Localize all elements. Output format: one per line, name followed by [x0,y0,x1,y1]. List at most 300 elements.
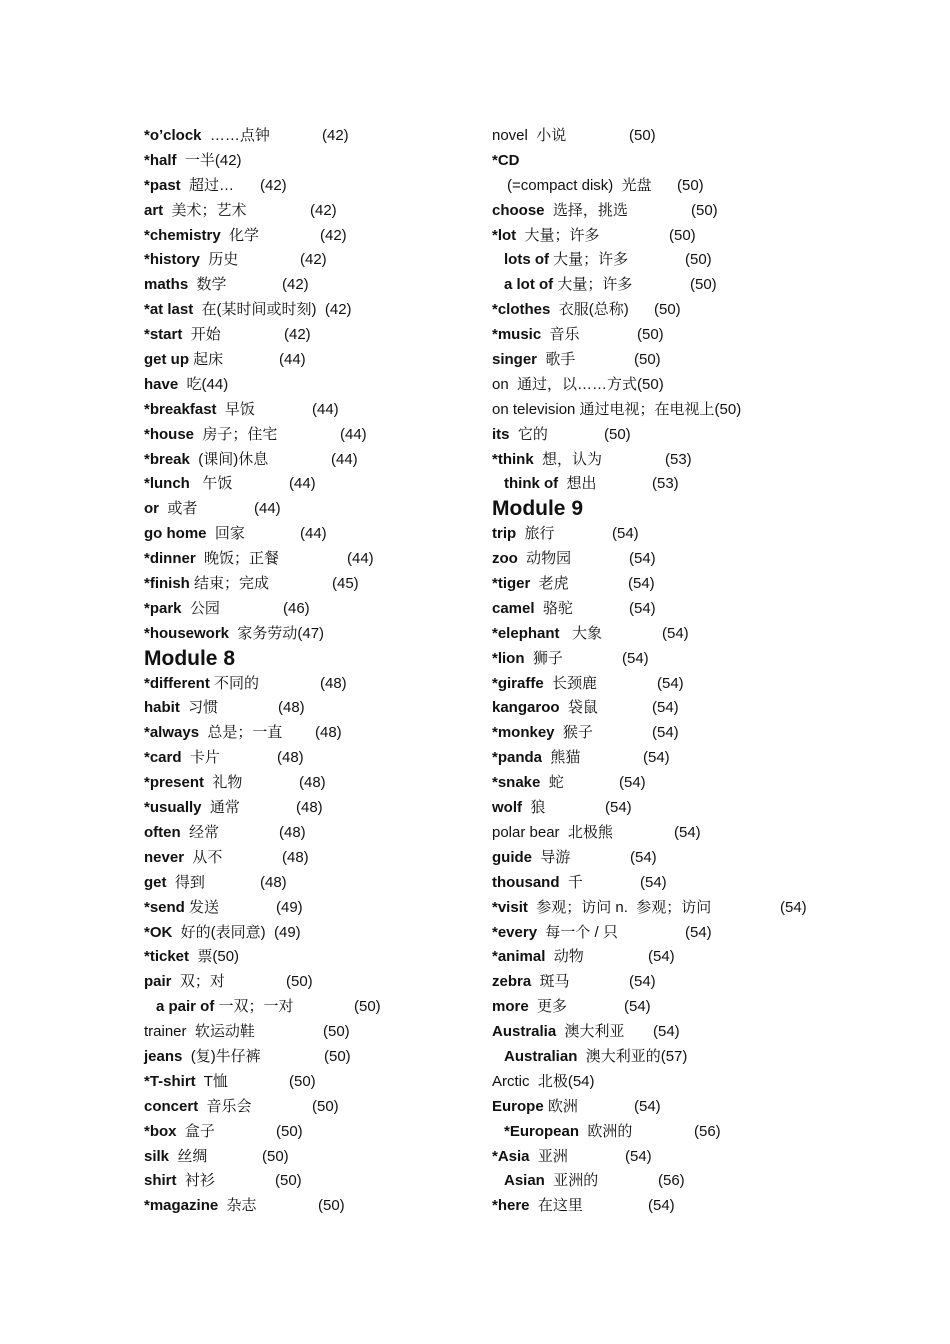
vocab-meaning: 想，认为 [533,450,603,468]
vocab-meaning: T恤 [195,1072,228,1090]
vocab-meaning: 狼 [522,799,546,817]
vocab-meaning: 音乐会 [198,1097,252,1115]
vocab-page-ref: (44) [289,475,316,493]
vocab-word: Arctic [492,1072,530,1090]
vocab-meaning: 想出 [558,475,597,493]
vocab-entry [144,472,474,497]
vocab-meaning: 亚洲 [529,1147,568,1165]
vocab-word: *usually [144,799,202,817]
vocab-word: *lion [492,649,525,667]
vocab-page-ref: (50) [637,326,664,344]
vocab-page-ref: (54) [653,1023,680,1041]
vocab-entry [492,248,822,273]
module-heading [144,647,474,672]
vocab-word: *here [492,1197,530,1215]
vocab-entry [492,547,822,572]
vocab-word: polar bear [492,823,560,841]
vocab-page-ref: (50) [276,1122,303,1140]
vocabulary-column-left [144,124,474,1219]
vocab-word: kangaroo [492,699,560,717]
vocab-page-ref: (50) [654,301,681,319]
vocab-entry [144,199,474,224]
vocab-word: think of [504,475,559,493]
vocab-entry [492,522,822,547]
vocab-word: *panda [492,749,543,767]
vocab-entry [492,373,822,398]
vocab-page-ref: (42) [310,201,337,219]
vocab-meaning: 袋鼠 [559,699,598,717]
vocab-entry [144,746,474,771]
vocab-page-ref: (48) [299,774,326,792]
vocab-page-ref: (54) [780,898,807,916]
vocab-page-ref: (46) [283,599,310,617]
vocab-meaning: 一双；一对 [214,998,294,1016]
vocab-word: *visit [492,898,528,916]
vocab-meaning: 熊猫 [542,749,581,767]
vocab-word: get [144,873,167,891]
vocab-meaning: 老虎 [530,575,569,593]
vocab-word: on [492,375,509,393]
vocab-meaning: 总是；一直 [199,724,283,742]
vocab-entry [144,970,474,995]
vocab-entry [492,672,822,697]
vocab-page-ref: (42) [300,251,327,269]
vocab-entry [144,995,474,1020]
vocab-entry [492,1120,822,1145]
vocab-entry [144,1169,474,1194]
vocab-word: *tiger [492,575,531,593]
vocab-word: pair [144,973,172,991]
vocab-meaning: 通过，以……方式(50) [508,375,664,393]
vocab-page-ref: (56) [658,1172,685,1190]
vocab-word: go home [144,525,207,543]
vocab-entry [492,298,822,323]
vocab-word: *lunch [144,475,190,493]
vocab-meaning: 动物 [545,948,584,966]
vocab-word: a pair of [156,998,215,1016]
vocab-entry [144,1194,474,1219]
vocab-meaning: 每一个 / 只 [537,923,618,941]
vocab-meaning: 音乐 [541,326,580,344]
vocab-entry [492,995,822,1020]
vocab-meaning: 导游 [532,848,571,866]
vocab-page-ref: (50) [685,251,712,269]
vocab-word: *always [144,724,200,742]
vocab-entry [492,323,822,348]
vocab-entry [144,572,474,597]
vocab-meaning: 卡片 [181,749,220,767]
vocab-word: *snake [492,774,541,792]
vocab-entry [492,199,822,224]
vocab-meaning: 长颈鹿 [543,674,598,692]
vocab-entry [492,1020,822,1045]
vocab-entry [144,771,474,796]
vocab-meaning: 它的 [509,425,548,443]
vocab-meaning: 北极(54) [529,1072,595,1090]
vocab-page-ref: (45) [332,575,359,593]
vocab-meaning: 参观；访问 n. 参观；访问 [527,898,712,916]
vocab-entry [144,1045,474,1070]
vocab-entry [144,522,474,547]
vocab-meaning: 数学 [188,276,227,294]
vocab-word: *send [144,898,185,916]
vocab-entry [144,248,474,273]
vocab-word: *elephant [492,624,560,642]
vocab-meaning: 发送 [184,898,220,916]
vocab-word: *at last [144,301,194,319]
vocab-entry [144,273,474,298]
vocab-entry [492,896,822,921]
vocab-word: thousand [492,873,560,891]
vocab-meaning: 澳大利亚的(57) [577,1047,688,1065]
vocab-word: *finish [144,575,190,593]
vocab-word: a lot of [504,276,554,294]
module-heading [492,497,822,522]
vocab-page-ref: (54) [640,873,667,891]
vocab-page-ref: (48) [279,823,306,841]
vocab-word: *start [144,326,183,344]
vocab-word: jeans [144,1047,183,1065]
vocab-entry [144,672,474,697]
vocab-page-ref: (54) [622,649,649,667]
vocab-meaning: 软运动鞋 [186,1023,255,1041]
vocab-page-ref: (48) [260,873,287,891]
vocab-entry [492,572,822,597]
vocab-entry [144,945,474,970]
vocab-word: *box [144,1122,177,1140]
vocab-page-ref: (48) [320,674,347,692]
vocab-entry [492,149,822,174]
vocab-word: *dinner [144,550,196,568]
vocab-entry [492,597,822,622]
vocab-page-ref: (54) [612,525,639,543]
vocab-meaning: 票(50) [189,948,240,966]
vocab-entry [144,174,474,199]
vocab-entry [144,622,474,647]
vocab-page-ref: (50) [318,1197,345,1215]
vocab-page-ref: (54) [629,599,656,617]
vocab-entry [492,398,822,423]
vocab-word: Australian [504,1047,578,1065]
vocab-meaning: 或者 [159,500,198,518]
vocab-meaning: 通过电视；在电视上(50) [575,400,742,418]
vocab-entry [144,597,474,622]
vocab-word: *giraffe [492,674,544,692]
vocab-word: trainer [144,1023,187,1041]
vocab-entry [492,871,822,896]
vocab-entry [144,497,474,522]
vocab-meaning: 更多 [528,998,568,1016]
vocab-page-ref: (54) [629,550,656,568]
vocab-meaning: 经常 [180,823,220,841]
module-title: Module 8 [144,646,236,670]
vocab-meaning: 结束；完成 [189,575,270,593]
module-title: Module 9 [492,497,584,521]
vocab-meaning: 双；对 [171,973,225,991]
vocab-entry [492,124,822,149]
vocab-page-ref: (54) [652,724,679,742]
vocab-page-ref: (48) [277,749,304,767]
vocab-meaning: 杂志 [218,1197,257,1215]
vocab-meaning: 回家 [206,525,245,543]
vocab-meaning: 吃(44) [178,375,229,393]
vocab-entry [144,547,474,572]
vocab-entry [492,224,822,249]
vocab-meaning: 骆驼 [534,599,573,617]
vocab-meaning: 在这里 [529,1197,583,1215]
vocab-word: have [144,375,179,393]
vocab-entry [144,149,474,174]
vocab-page-ref: (48) [282,848,309,866]
vocab-word: *European [504,1122,580,1140]
vocab-page-ref: (50) [629,127,656,144]
vocab-entry [492,921,822,946]
vocab-page-ref: (44) [347,550,374,568]
vocab-word: more [492,998,529,1016]
vocab-word: *lot [492,226,517,244]
vocab-word: guide [492,848,532,866]
vocab-word: *present [144,774,205,792]
vocab-page-ref: (42) [260,176,287,194]
vocab-entry [144,846,474,871]
vocab-entry [144,1145,474,1170]
vocab-meaning: 从不 [184,848,223,866]
vocab-page-ref: (44) [279,351,306,369]
vocab-page-ref: (50) [354,998,381,1016]
vocab-word: *house [144,425,195,443]
vocab-page-ref: (50) [324,1047,351,1065]
vocab-entry [492,846,822,871]
vocab-word: lots of [504,251,549,269]
vocab-entry [144,721,474,746]
vocab-page-ref: (50) [690,276,717,294]
vocab-entry [492,1095,822,1120]
vocabulary-column-right [492,124,822,1219]
vocab-meaning: 歌手 [537,351,576,369]
vocab-page-ref: (50) [677,176,704,194]
vocab-word: habit [144,699,180,717]
vocab-page-ref: (54) [630,848,657,866]
vocab-page-ref: (50) [604,425,631,443]
vocab-meaning: 动物园 [517,550,572,568]
vocab-entry [492,472,822,497]
vocab-meaning: 北极熊 [559,823,613,841]
vocab-meaning: 美术；艺术 [163,201,247,219]
vocab-word: or [144,500,159,518]
vocab-entry [144,298,474,323]
vocab-page-ref: (54) [625,1147,652,1165]
vocab-entry [492,945,822,970]
vocab-page-ref: (44) [331,450,358,468]
vocab-meaning: 斑马 [531,973,570,991]
vocab-word: never [144,848,185,866]
vocab-word: *magazine [144,1197,219,1215]
vocab-meaning: 大象 [559,624,603,642]
vocab-word: trip [492,525,517,543]
vocab-word: *half [144,151,177,169]
vocab-meaning: 旅行 [516,525,555,543]
vocab-page-ref: (53) [665,450,692,468]
vocab-entry [492,647,822,672]
vocab-page-ref: (42) [322,127,349,144]
vocab-entry [492,1145,822,1170]
vocab-page-ref: (50) [312,1097,339,1115]
vocab-word: *housework [144,624,230,642]
vocab-entry [144,348,474,373]
vocab-meaning: 盒子 [176,1122,215,1140]
vocab-meaning: 习惯 [179,699,219,717]
vocab-word: silk [144,1147,170,1165]
vocab-meaning: 大量；许多 [516,226,600,244]
vocab-meaning: 午饭 [189,475,233,493]
vocab-meaning: 狮子 [524,649,563,667]
vocab-word: concert [144,1097,199,1115]
vocab-entry [492,622,822,647]
vocab-word: *monkey [492,724,555,742]
vocab-entry [492,423,822,448]
vocab-word: choose [492,201,545,219]
vocab-word: *past [144,176,181,194]
vocab-entry [144,224,474,249]
vocab-meaning: 蛇 [540,774,564,792]
vocab-word: wolf [492,799,522,817]
vocab-page-ref: (48) [296,799,323,817]
vocab-page-ref: (54) [648,948,675,966]
vocab-entry [492,1070,822,1095]
vocab-page-ref: (56) [694,1122,721,1140]
vocab-word: (=compact disk) [507,176,614,194]
vocab-meaning: 礼物 [204,774,243,792]
vocab-word: zoo [492,550,518,568]
vocab-entry [144,423,474,448]
vocab-entry [144,921,474,946]
vocab-page-ref: (50) [289,1072,316,1090]
vocab-word: its [492,425,510,443]
vocab-meaning: 千 [559,873,583,891]
vocab-entry [144,1095,474,1120]
vocab-meaning: 大量；许多 [549,251,629,269]
vocab-meaning: 亚洲的 [544,1172,599,1190]
vocab-word: *animal [492,948,546,966]
vocab-word: *breakfast [144,400,217,418]
vocab-entry [144,696,474,721]
vocab-entry [492,746,822,771]
vocab-page-ref: (49) [276,898,303,916]
vocab-meaning: 历史 [199,251,239,269]
vocab-word: art [144,201,164,219]
vocab-page-ref: (50) [634,351,661,369]
vocab-word: get up [144,351,189,369]
vocab-meaning: ……点钟 [201,127,270,144]
vocab-entry [144,1120,474,1145]
vocab-entry [144,1020,474,1045]
vocab-meaning: 大量；许多 [553,276,633,294]
vocab-word: Asian [504,1172,545,1190]
vocab-meaning: 澳大利亚 [556,1023,625,1041]
vocab-word: Europe [492,1097,544,1115]
vocab-meaning: 房子；住宅 [194,425,278,443]
vocab-word: often [144,823,181,841]
vocab-entry [492,1194,822,1219]
vocab-page-ref: (54) [648,1197,675,1215]
vocab-page-ref: (54) [624,998,651,1016]
vocab-meaning: 晚饭；正餐 [195,550,280,568]
vocab-entry [492,174,822,199]
vocab-word: *park [144,599,182,617]
vocab-page-ref: (50) [691,201,718,219]
vocab-word: *o’clock [144,127,202,144]
vocab-meaning: 不同的 [209,674,260,692]
vocab-entry [144,323,474,348]
vocab-entry [492,448,822,473]
vocab-entry [144,896,474,921]
vocab-entry [492,821,822,846]
vocab-word: zebra [492,973,532,991]
vocab-word: *different [144,674,210,692]
vocab-entry [144,448,474,473]
vocab-page-ref: (44) [254,500,281,518]
vocab-page-ref: (54) [643,749,670,767]
vocab-entry [144,1070,474,1095]
vocab-meaning: 选择，挑选 [544,201,628,219]
vocab-word: shirt [144,1172,177,1190]
vocab-page-ref: (42) [284,326,311,344]
vocab-meaning: 小说 [527,127,567,144]
vocab-page-ref: (54) [605,799,632,817]
vocab-meaning: 猴子 [554,724,593,742]
vocab-page-ref: (44) [300,525,327,543]
vocab-word: camel [492,599,535,617]
vocab-word: *every [492,923,538,941]
vocab-meaning: 起床 [189,351,224,369]
vocab-meaning: 衬衫 [176,1172,215,1190]
vocab-page-ref: (50) [323,1023,350,1041]
vocab-page-ref: (50) [262,1147,289,1165]
vocab-meaning: 在(某时间或时刻) (42) [193,301,352,319]
vocab-page-ref: (44) [340,425,367,443]
vocab-entry [492,970,822,995]
vocab-word: *ticket [144,948,190,966]
vocab-meaning: 衣服(总称) [550,301,629,319]
vocab-page-ref: (50) [286,973,313,991]
vocab-entry [144,871,474,896]
vocab-meaning: 一半(42) [176,151,242,169]
vocab-meaning: 家务劳动(47) [229,624,325,642]
vocab-page-ref: (42) [320,226,347,244]
vocab-page-ref: (54) [619,774,646,792]
vocab-word: *card [144,749,182,767]
vocab-word: *chemistry [144,226,221,244]
vocab-page-ref: (50) [669,226,696,244]
vocab-entry [492,696,822,721]
vocab-page-ref: (53) [652,475,679,493]
vocab-meaning: (课间)休息 [189,450,269,468]
vocab-meaning: 超过… [180,176,235,194]
vocab-entry [144,124,474,149]
vocab-word: *music [492,326,542,344]
vocab-word: *T-shirt [144,1072,196,1090]
vocab-entry [492,273,822,298]
vocab-word: on television [492,400,576,418]
vocab-entry [144,398,474,423]
vocab-entry [492,1045,822,1070]
vocab-meaning: 欧洲的 [579,1122,633,1140]
vocab-meaning: 通常 [201,799,240,817]
vocab-word: *think [492,450,534,468]
vocab-meaning: (复)牛仔裤 [182,1047,261,1065]
vocab-page-ref: (54) [657,674,684,692]
vocab-page-ref: (54) [634,1097,661,1115]
